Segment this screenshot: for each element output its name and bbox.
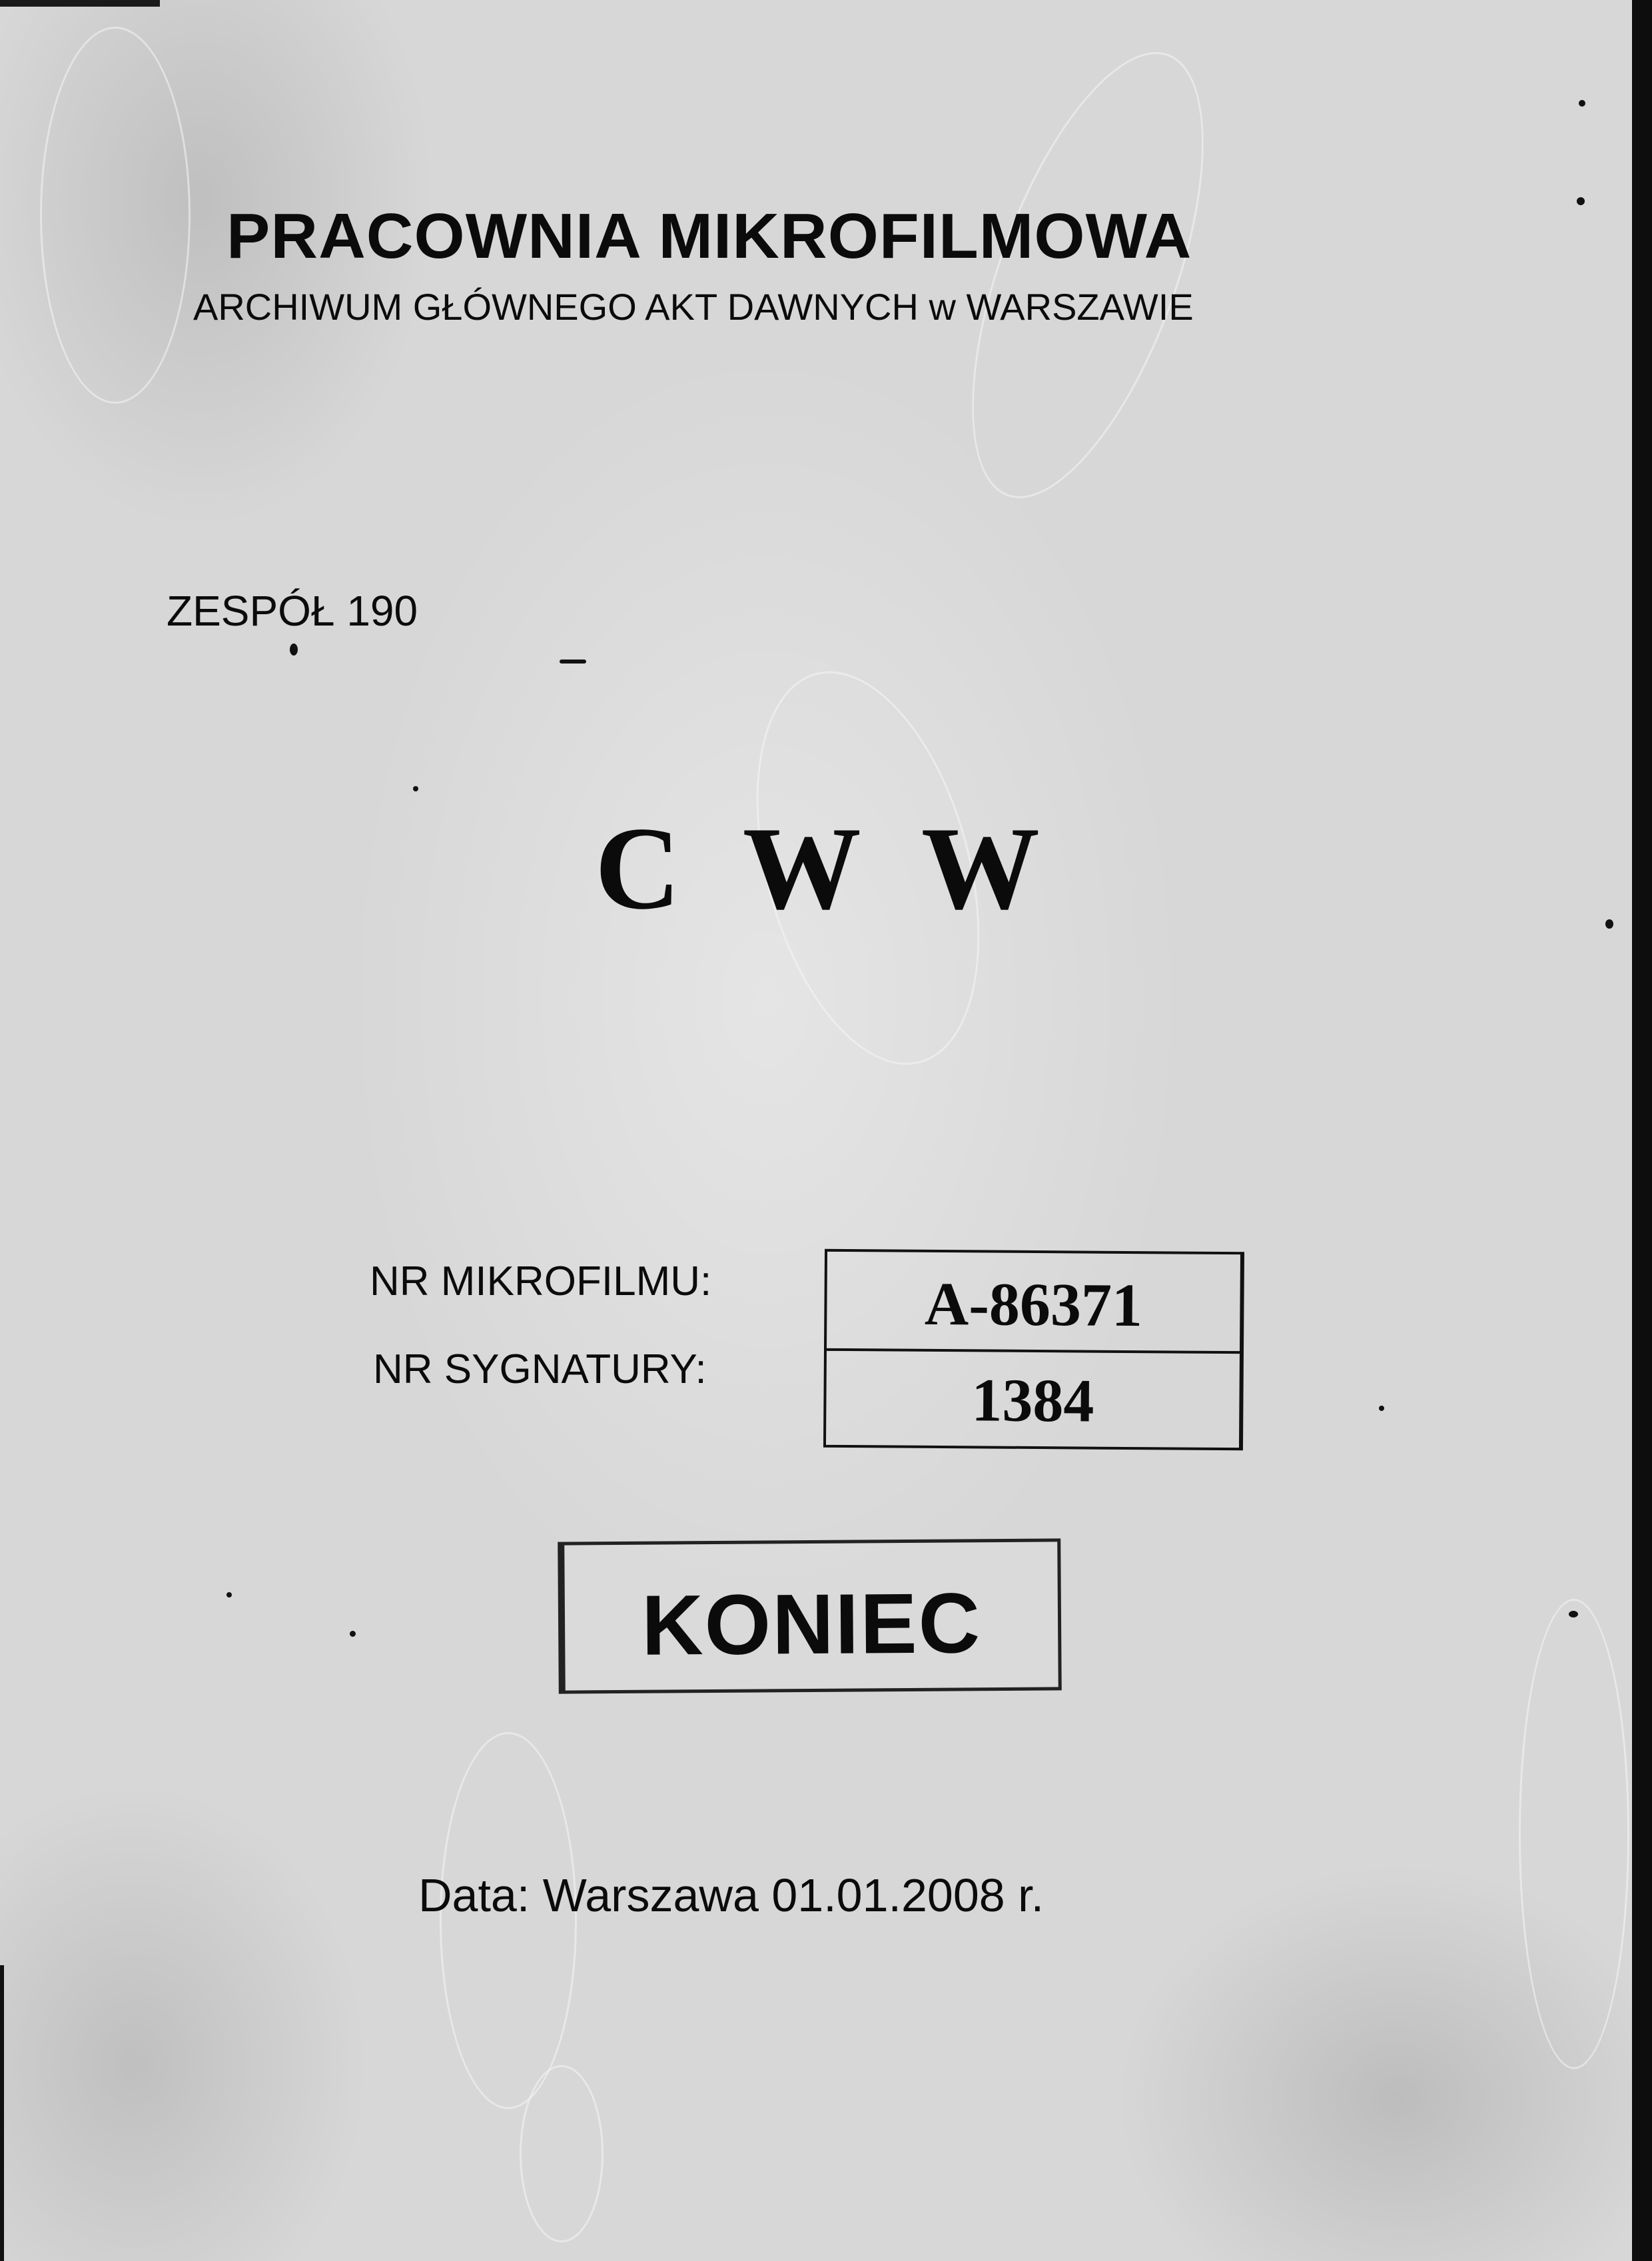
dust-speck [1569, 1611, 1578, 1617]
signature-number-label: NR SYGNATURY: [373, 1346, 707, 1392]
identifier-table [823, 1249, 1244, 1450]
institution-subtitle: ARCHIWUM GŁÓWNEGO AKT DAWNYCH w WARSZAWIE [193, 286, 1194, 328]
microfilm-number-label: NR MIKROFILMU: [370, 1258, 712, 1304]
film-edge-left [0, 1965, 4, 2261]
dust-speck [413, 786, 418, 791]
collection-code: C W W [595, 802, 1057, 934]
film-texture-swirl [1519, 1599, 1629, 2069]
end-marker-box [558, 1538, 1062, 1693]
dust-speck [1605, 919, 1613, 929]
dust-speck [1379, 1406, 1384, 1411]
dust-speck [560, 660, 586, 664]
microfilm-number-value: A-86371 [924, 1269, 1143, 1340]
film-edge-top [0, 0, 160, 7]
end-marker-text: KONIEC [641, 1576, 982, 1673]
page-title: PRACOWNIA MIKROFILMOWA [226, 201, 1192, 272]
film-texture-swirl [924, 24, 1251, 526]
film-texture-swirl [40, 27, 191, 404]
date-line: Data: Warszawa 01.01.2008 r. [418, 1869, 1044, 1921]
film-texture-swirl [520, 2065, 604, 2242]
dust-speck [1579, 100, 1585, 107]
table-divider [827, 1348, 1240, 1354]
dust-speck [1577, 197, 1585, 205]
dust-speck [350, 1631, 356, 1637]
dust-speck [226, 1592, 232, 1597]
dust-speck [290, 644, 298, 656]
signature-number-value: 1384 [971, 1366, 1094, 1435]
film-edge-right [1632, 0, 1652, 2261]
fond-label: ZESPÓŁ 190 [167, 587, 418, 635]
